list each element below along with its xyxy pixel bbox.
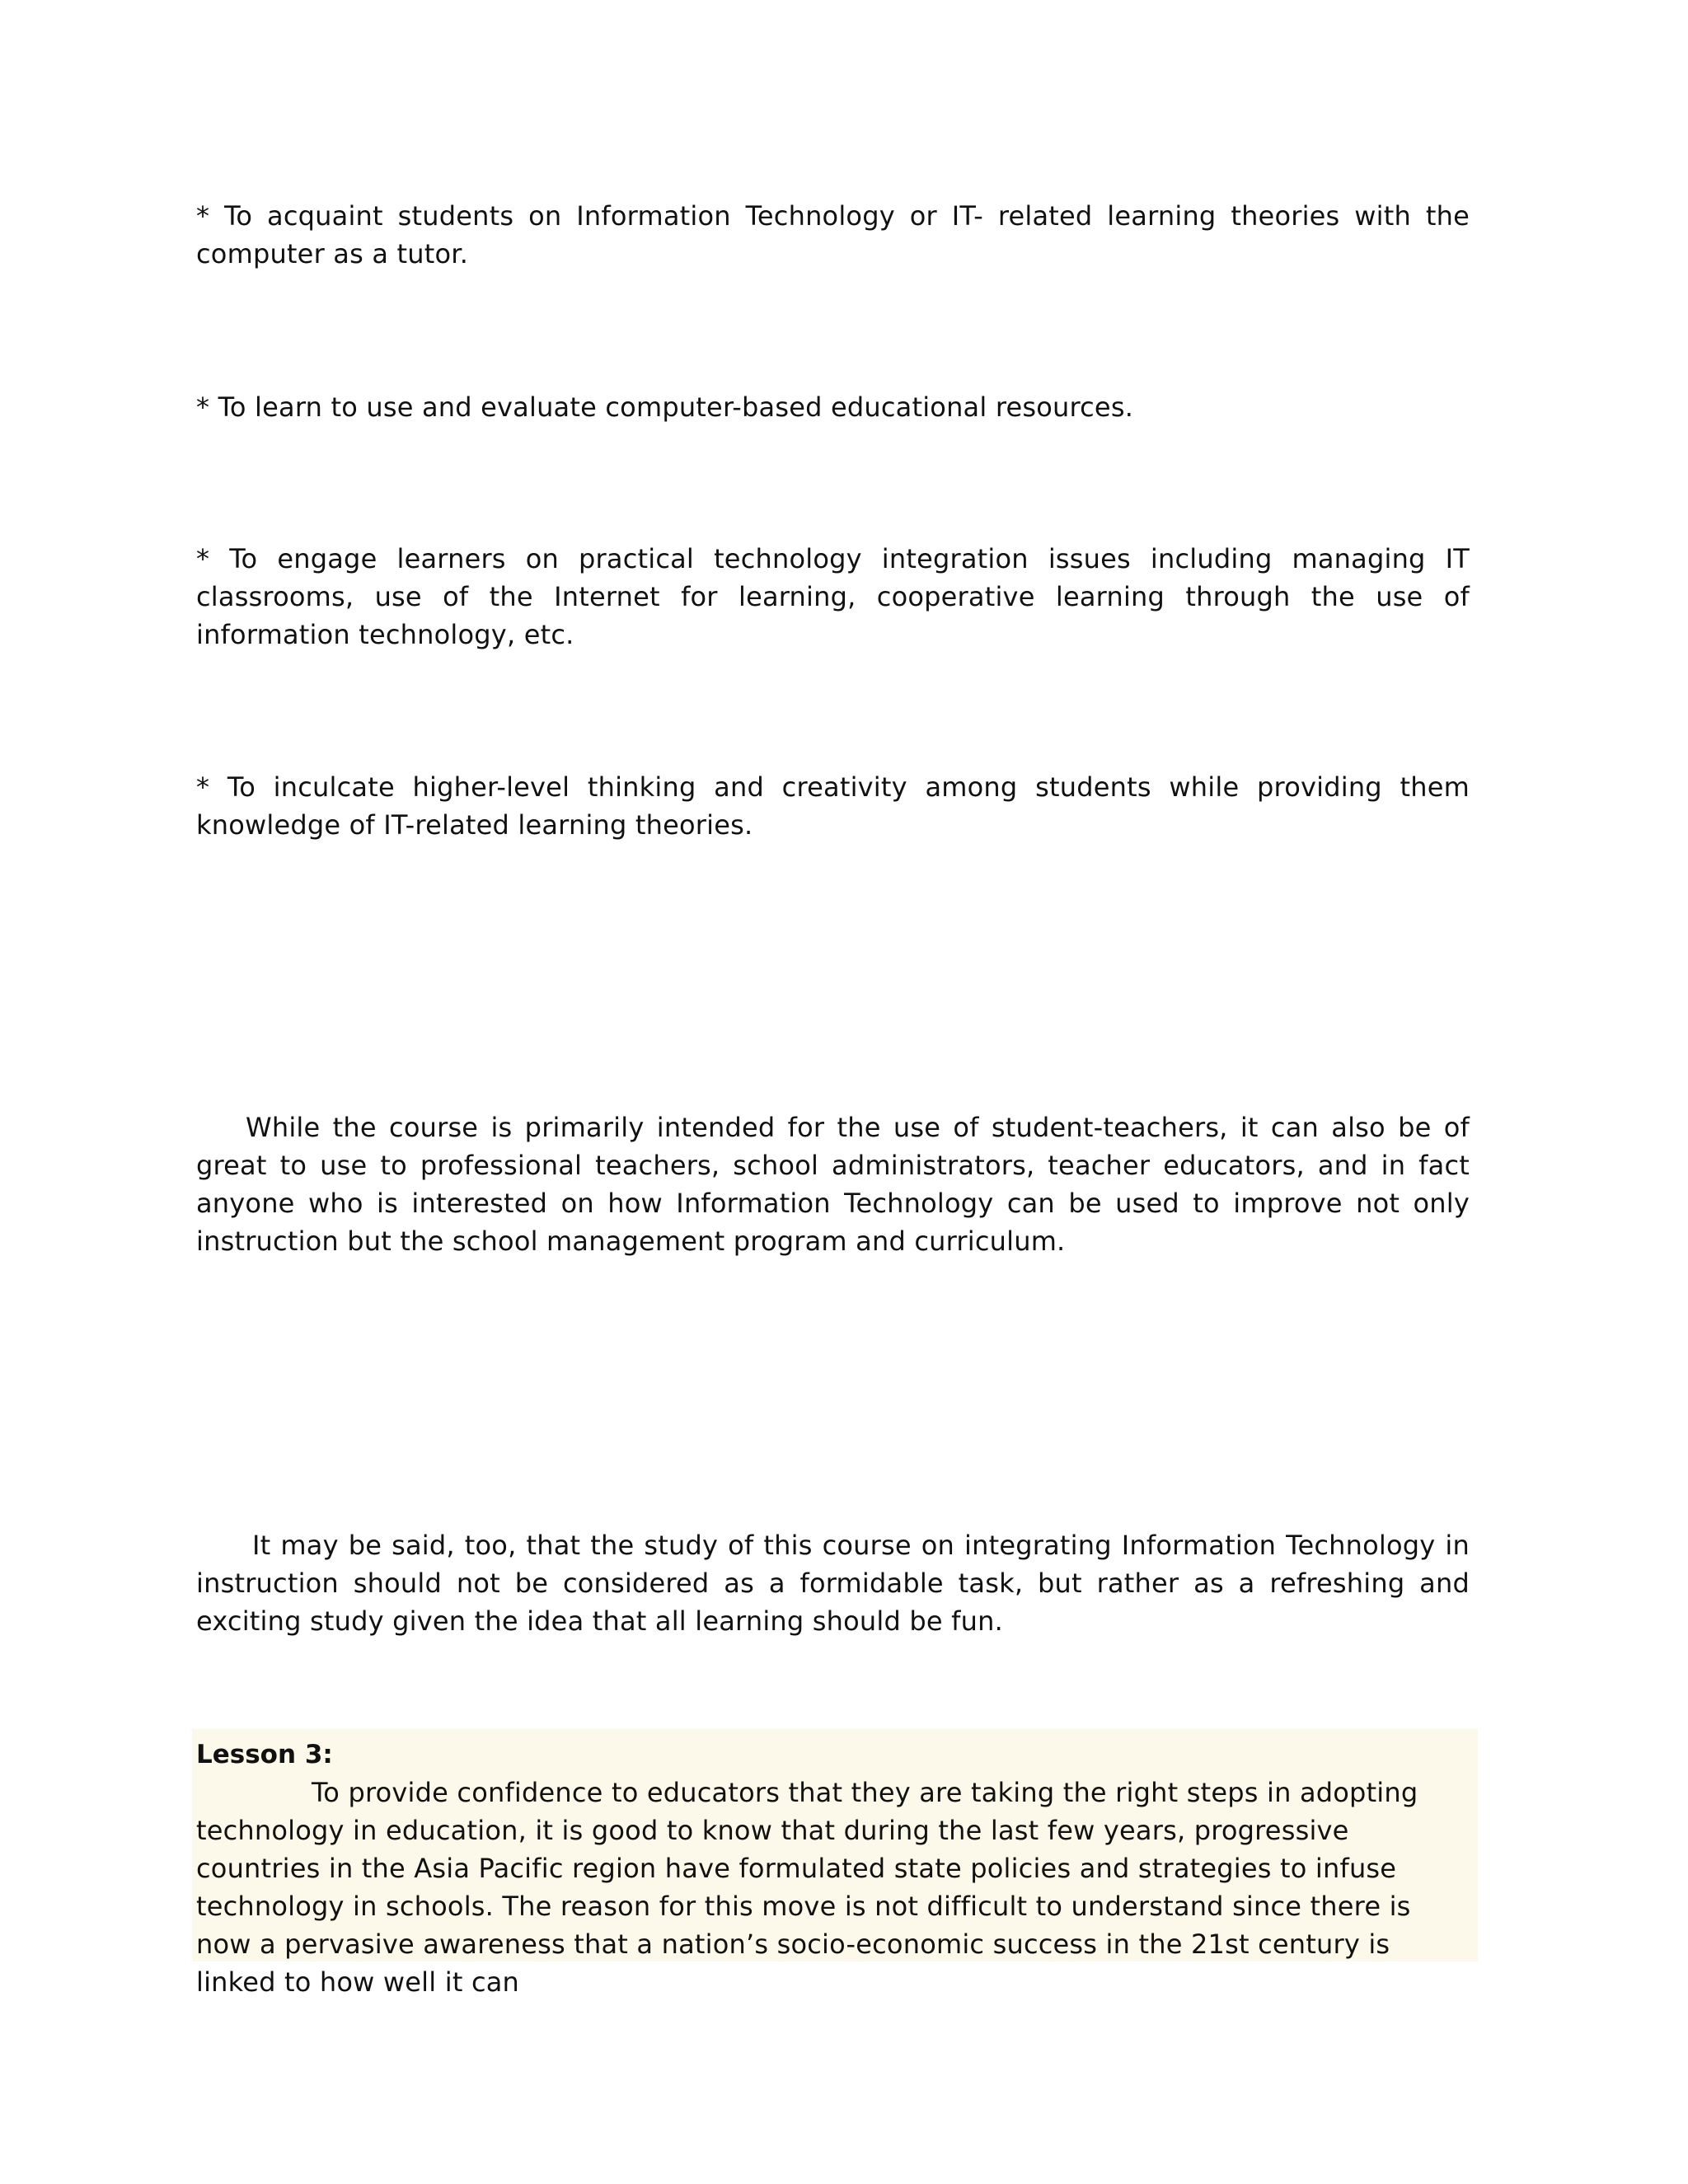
objective-paragraph: * To inculcate higher-level thinking and creativity among students while providing them knowledge of IT-related learning theories. [196, 771, 1470, 841]
body-paragraph: It may be said, too, that the study of this course on integrating Information Technology in instruction should not be considered as a formidable task, but rather as a refreshing and exciting study given the idea that all learning should be fun. [196, 1530, 1470, 1637]
objective-paragraph: * To acquaint students on Information Technology or IT- related learning theories with the computer as a tutor. [196, 200, 1470, 269]
body-paragraph: While the course is primarily intended for the use of student-teachers, it can also be of great to use to professional teachers, school administrators, teacher educators, and in fact anyone who is interested on how Information Technology can be used to improve not only instruction but the school management program and curriculum. [196, 1112, 1470, 1257]
objective-paragraph: * To learn to use and evaluate computer-based educational resources. [196, 391, 1134, 423]
objective-paragraph: * To engage learners on practical technology integration issues including managing IT classrooms, use of the Internet for learning, cooperative learning through the use of information technology, etc. [196, 543, 1470, 650]
lesson-highlight-box [192, 1729, 1478, 1998]
lesson-heading: Lesson 3: [196, 1740, 333, 1769]
lesson-paragraph: To provide confidence to educators that they are taking the right steps in adopting technology in education, it is good to know that during the last few years, progressive countries in the Asia Pacific region have formulated state policies and strategies to infuse technology in schools. The reason for this move is not difficult to understand since there is now a pervasive awareness that a nation’s socio-economic success in the 21st century is linked to how well it can [196, 1777, 1418, 1998]
